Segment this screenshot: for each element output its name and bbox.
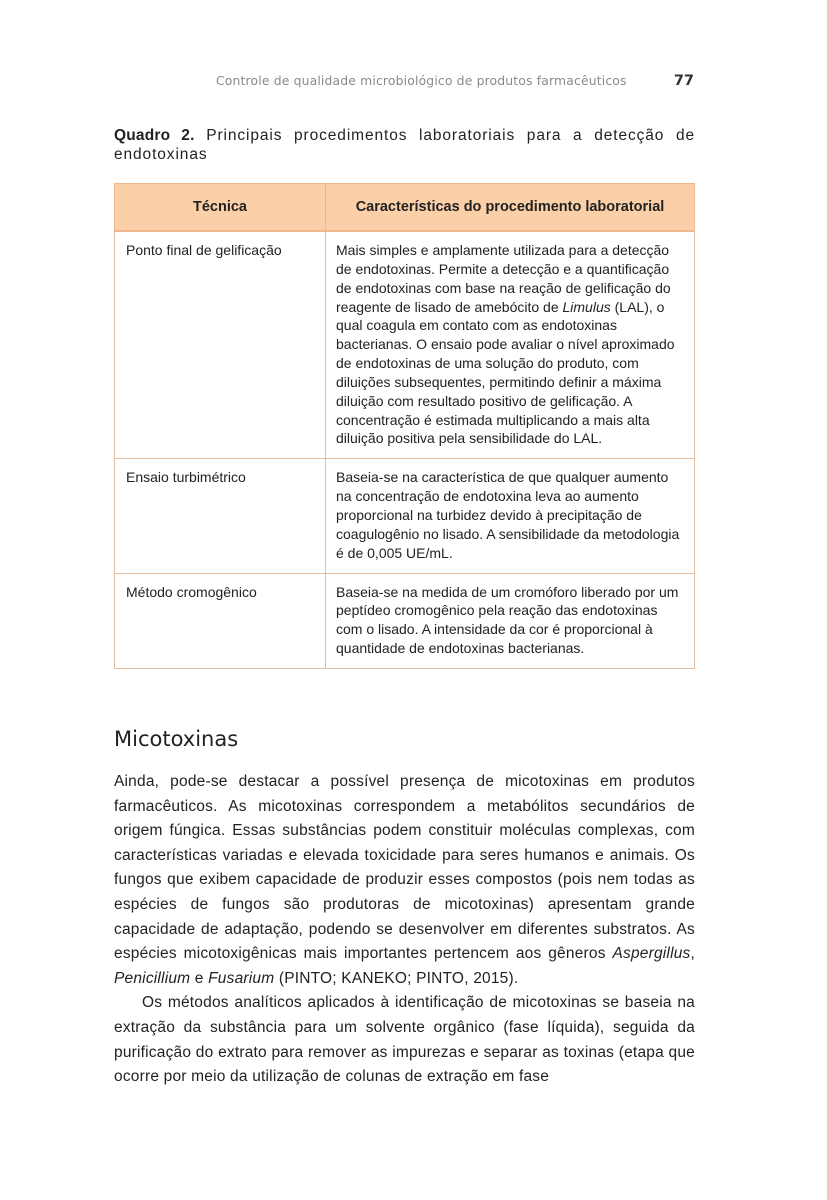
separator: e [190, 969, 209, 987]
separator: , [690, 945, 695, 963]
running-header [216, 73, 694, 89]
table-row [115, 573, 695, 668]
table-row [115, 231, 695, 459]
description-text: Baseia-se na medida de um cromóforo liberado por um peptídeo cromogênico pela reação das endotoxinas com o lisado. A intensidade da cor é proporcional à quantidade de endotoxinas bacterianas. [336, 583, 679, 657]
endotoxin-procedures-table [114, 183, 695, 669]
page-number: 77 [673, 73, 694, 89]
genus-name: Aspergillus [612, 945, 691, 963]
caption-text: Principais procedimentos laboratoriais para a detecção de endotoxinas [114, 127, 695, 163]
table-header-row [115, 184, 695, 232]
running-title: Controle de qualidade microbiológico de produtos farmacêuticos [216, 73, 627, 88]
technique-cell: Ponto final de gelificação [115, 231, 326, 459]
description-italic-term: Limulus [562, 298, 611, 315]
genus-name: Penicillium [114, 969, 191, 987]
column-header-technique: Técnica [115, 184, 326, 232]
paragraph: Os métodos analíticos aplicados à identificação de micotoxinas se baseia na extração da substância para um solvente orgânico (fase líquida), seguida da purificação do extrato para remover as impurezas e separar as toxinas (etapa que ocorre por meio da utilização de colunas de extração em fase [114, 994, 695, 1086]
description-cell [326, 573, 695, 668]
paragraph [114, 770, 695, 991]
column-header-characteristics: Características do procedimento laboratorial [326, 184, 695, 232]
description-text-continued: (LAL), o qual coagula em contato com as endotoxinas bacterianas. O ensaio pode avaliar o nível aproximado de endotoxinas de uma solução do produto, com diluições subsequentes, permitindo definir a máxima diluição com resultado positivo de gelificação. A concentração é estimada multiplicando a mais alta diluição positiva pela sensibilidade do LAL. [336, 298, 675, 447]
table-caption [114, 126, 695, 164]
description-text: Mais simples e amplamente utilizada para a detecção de endotoxinas. Permite a detecção e a quantificação de endotoxinas com base na reação de gelificação do reagente de lisado de amebócito de [336, 242, 671, 315]
technique-cell: Método cromogênico [115, 573, 326, 668]
genus-name: Fusarium [208, 969, 275, 987]
paragraph-text: Ainda, pode-se destacar a possível presença de micotoxinas em produtos farmacêuticos. As micotoxinas correspondem a metabólitos secundários de origem fúngica. Essas substâncias podem constituir moléculas complexas, com características variadas e elevada toxicidade para seres humanos e animais. Os fungos que exibem capacidade de produzir esses compostos (pois nem todas as espécies de fungos são produtoras de micotoxinas) apresentam grande capacidade de adaptação, podendo se desenvolver em diferentes substratos. As espécies micotoxigênicas mais importantes pertencem aos gêneros [114, 773, 695, 963]
description-text: Baseia-se na característica de que qualquer aumento na concentração de endotoxina leva ao aumento proporcional na turbidez devido à precipitação de coagulogênio no lisado. A sensibilidade da metodologia é de 0,005 UE/mL. [336, 469, 680, 561]
description-cell [326, 459, 695, 573]
section-body [114, 770, 695, 1090]
table-row [115, 459, 695, 573]
section-heading: Micotoxinas [114, 727, 239, 751]
technique-cell: Ensaio turbimétrico [115, 459, 326, 573]
caption-label: Quadro 2. [114, 127, 195, 144]
description-cell [326, 231, 695, 459]
citation: (PINTO; KANEKO; PINTO, 2015). [274, 969, 519, 987]
